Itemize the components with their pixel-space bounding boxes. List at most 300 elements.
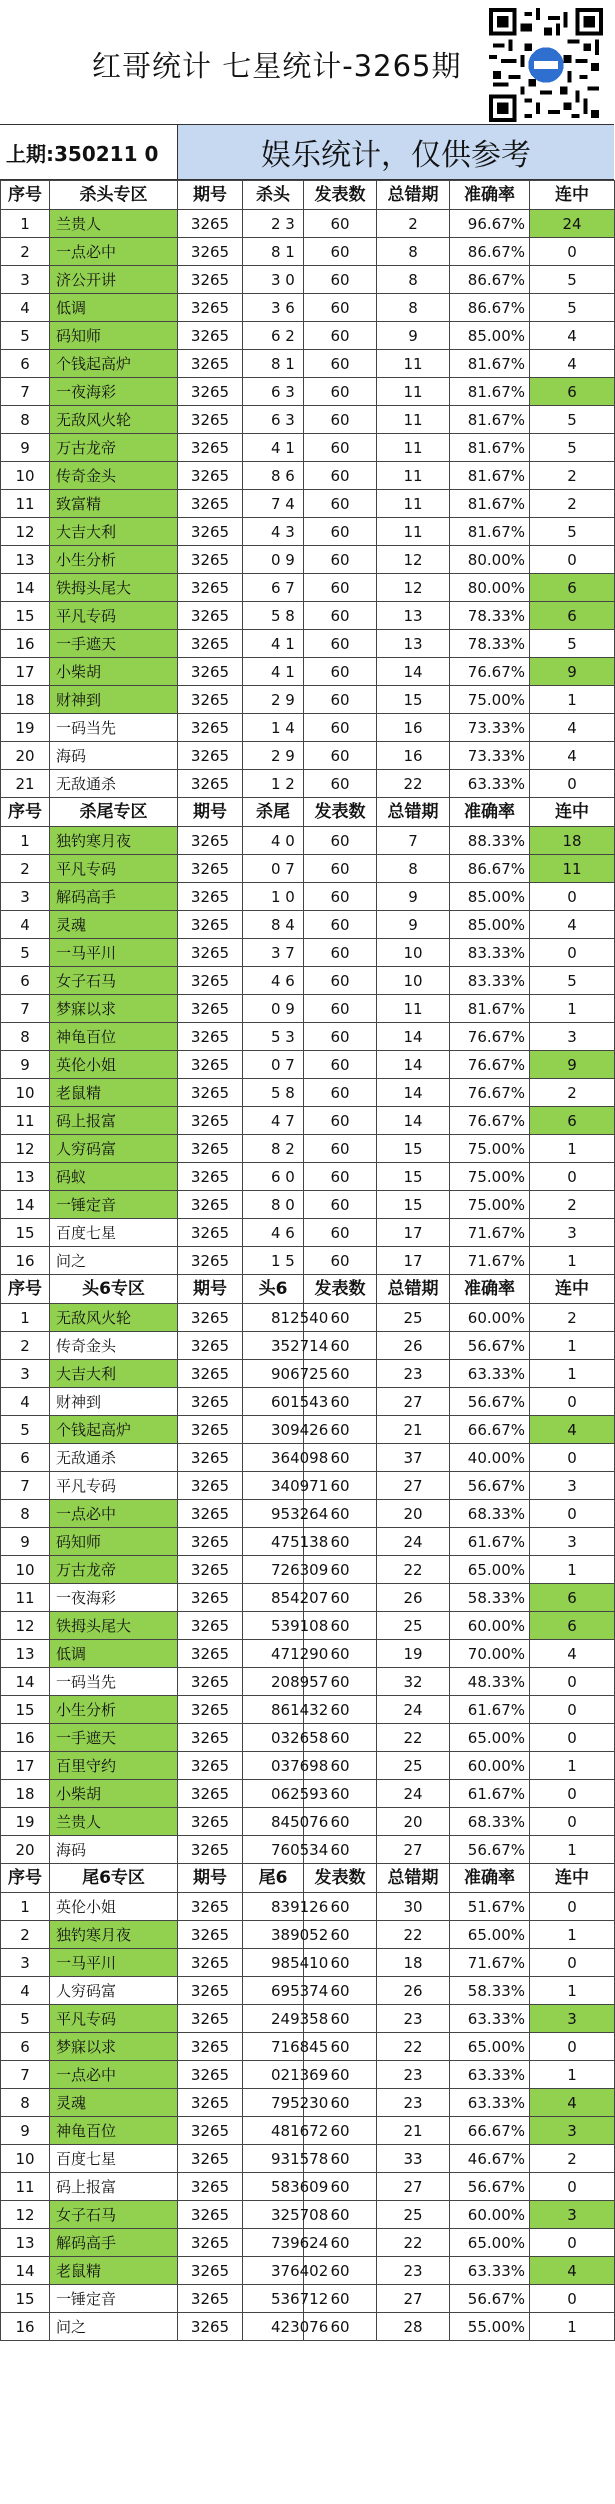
streak: 11 [530,855,615,883]
table-row [1,1191,615,1219]
accuracy: 56.67% [450,1332,530,1360]
streak: 9 [530,658,615,686]
accuracy: 71.67% [450,1219,530,1247]
prediction: 931578 [243,2145,304,2173]
prediction: 4 1 [243,658,304,686]
total-miss: 8 [377,266,450,294]
total-miss: 13 [377,630,450,658]
published-count: 60 [304,1023,377,1051]
total-miss: 8 [377,855,450,883]
row-index: 1 [1,1893,50,1921]
prediction: 309426 [243,1416,304,1444]
issue-number: 3265 [178,1163,243,1191]
predictor-name: 个钱起高炉 [50,1416,178,1444]
total-miss: 28 [377,2313,450,2341]
total-miss: 14 [377,1107,450,1135]
streak: 3 [530,1472,615,1500]
row-index: 17 [1,1752,50,1780]
table-row [1,1808,615,1836]
row-index: 2 [1,1921,50,1949]
issue-number: 3265 [178,770,243,798]
row-index: 8 [1,2089,50,2117]
predictor-name: 大吉大利 [50,1360,178,1388]
header [0,0,614,124]
issue-number: 3265 [178,1696,243,1724]
published-count: 60 [304,2313,377,2341]
issue-number: 3265 [178,2257,243,2285]
issue-number: 3265 [178,995,243,1023]
table-row [1,827,615,855]
issue-number: 3265 [178,1556,243,1584]
total-miss: 11 [377,462,450,490]
total-miss: 16 [377,742,450,770]
row-index: 18 [1,686,50,714]
table-row [1,1584,615,1612]
row-index: 11 [1,1584,50,1612]
predictor-name: 梦寐以求 [50,2033,178,2061]
predictor-name: 一夜海彩 [50,1584,178,1612]
prediction: 953264 [243,1500,304,1528]
table-row [1,2313,615,2341]
table-row [1,294,615,322]
accuracy: 81.67% [450,434,530,462]
predictor-name: 一点必中 [50,238,178,266]
issue-number: 3265 [178,2117,243,2145]
predictor-name: 码知师 [50,322,178,350]
total-miss: 25 [377,1752,450,1780]
issue-number: 3265 [178,1360,243,1388]
total-miss: 22 [377,2033,450,2061]
prediction: 423076 [243,2313,304,2341]
streak: 5 [530,518,615,546]
table-row [1,2229,615,2257]
streak: 0 [530,1780,615,1808]
row-index: 5 [1,939,50,967]
streak: 0 [530,1724,615,1752]
predictor-name: 一马平川 [50,1949,178,1977]
table-row [1,770,615,798]
published-count: 60 [304,1752,377,1780]
row-index: 2 [1,238,50,266]
issue-number: 3265 [178,1444,243,1472]
table-row [1,883,615,911]
prediction: 6 7 [243,574,304,602]
row-index: 8 [1,1500,50,1528]
total-miss: 25 [377,2201,450,2229]
predictor-name: 一码当先 [50,1668,178,1696]
issue-number: 3265 [178,1977,243,2005]
total-miss: 23 [377,1360,450,1388]
prediction: 839126 [243,1893,304,1921]
published-count: 60 [304,742,377,770]
accuracy: 66.67% [450,2117,530,2145]
prediction: 2 3 [243,210,304,238]
published-count: 60 [304,855,377,883]
predictor-name: 一手遮天 [50,630,178,658]
accuracy: 60.00% [450,1304,530,1332]
accuracy: 71.67% [450,1247,530,1275]
total-miss: 15 [377,686,450,714]
issue-number: 3265 [178,1472,243,1500]
published-count: 60 [304,1304,377,1332]
issue-number: 3265 [178,350,243,378]
predictor-name: 财神到 [50,686,178,714]
table-row [1,518,615,546]
predictor-name: 低调 [50,1640,178,1668]
table-row [1,266,615,294]
predictor-name: 传奇金头 [50,1332,178,1360]
table-row [1,322,615,350]
column-header: 准确率 [450,1864,530,1893]
row-index: 16 [1,630,50,658]
row-index: 7 [1,378,50,406]
streak: 0 [530,546,615,574]
predictor-name: 海码 [50,1836,178,1864]
streak: 4 [530,714,615,742]
published-count: 60 [304,1836,377,1864]
prediction: 2 9 [243,742,304,770]
row-index: 5 [1,2005,50,2033]
accuracy: 81.67% [450,490,530,518]
table-row [1,1556,615,1584]
published-count: 60 [304,238,377,266]
published-count: 60 [304,658,377,686]
published-count: 60 [304,1472,377,1500]
issue-number: 3265 [178,1023,243,1051]
published-count: 60 [304,1416,377,1444]
column-header: 期号 [178,181,243,210]
prediction: 0 9 [243,546,304,574]
predictor-name: 一点必中 [50,2061,178,2089]
row-index: 14 [1,1191,50,1219]
streak: 4 [530,742,615,770]
predictor-name: 老鼠精 [50,1079,178,1107]
accuracy: 63.33% [450,1360,530,1388]
accuracy: 71.67% [450,1949,530,1977]
row-index: 12 [1,1135,50,1163]
predictor-name: 万古龙帝 [50,1556,178,1584]
accuracy: 61.67% [450,1528,530,1556]
table-row [1,1135,615,1163]
predictor-name: 一马平川 [50,939,178,967]
streak: 4 [530,1640,615,1668]
table-row [1,1668,615,1696]
column-header: 连中 [530,181,615,210]
table-row [1,1051,615,1079]
streak: 2 [530,1304,615,1332]
issue-number: 3265 [178,1668,243,1696]
issue-number: 3265 [178,1191,243,1219]
prediction: 475138 [243,1528,304,1556]
streak: 2 [530,490,615,518]
streak: 4 [530,2089,615,2117]
published-count: 60 [304,1107,377,1135]
published-count: 60 [304,462,377,490]
total-miss: 7 [377,827,450,855]
total-miss: 27 [377,2173,450,2201]
prediction: 8 1 [243,238,304,266]
published-count: 60 [304,1724,377,1752]
streak: 4 [530,350,615,378]
column-header: 期号 [178,1275,243,1304]
column-header: 期号 [178,1864,243,1893]
table-row [1,1612,615,1640]
published-count: 60 [304,1949,377,1977]
issue-number: 3265 [178,602,243,630]
prediction: 032658 [243,1724,304,1752]
row-index: 8 [1,1023,50,1051]
published-count: 60 [304,995,377,1023]
streak: 0 [530,1444,615,1472]
row-index: 13 [1,1640,50,1668]
accuracy: 65.00% [450,1724,530,1752]
accuracy: 75.00% [450,1163,530,1191]
accuracy: 80.00% [450,574,530,602]
published-count: 60 [304,1808,377,1836]
total-miss: 17 [377,1247,450,1275]
accuracy: 65.00% [450,1556,530,1584]
accuracy: 76.67% [450,1051,530,1079]
total-miss: 8 [377,238,450,266]
prediction: 376402 [243,2257,304,2285]
prediction: 6 3 [243,406,304,434]
published-count: 60 [304,1921,377,1949]
issue-number: 3265 [178,2285,243,2313]
predictor-name: 码蚁 [50,1163,178,1191]
row-index: 13 [1,546,50,574]
total-miss: 22 [377,770,450,798]
issue-number: 3265 [178,658,243,686]
streak: 3 [530,1219,615,1247]
table-row [1,911,615,939]
issue-number: 3265 [178,378,243,406]
accuracy: 58.33% [450,1584,530,1612]
published-count: 60 [304,2145,377,2173]
issue-number: 3265 [178,518,243,546]
accuracy: 88.33% [450,827,530,855]
published-count: 60 [304,518,377,546]
table-row [1,378,615,406]
total-miss: 25 [377,1612,450,1640]
issue-number: 3265 [178,2061,243,2089]
streak: 2 [530,462,615,490]
row-index: 10 [1,1079,50,1107]
streak: 4 [530,1416,615,1444]
column-header: 头6 [243,1275,304,1304]
prediction: 0 7 [243,1051,304,1079]
prediction: 726309 [243,1556,304,1584]
published-count: 60 [304,210,377,238]
published-count: 60 [304,1332,377,1360]
row-index: 9 [1,2117,50,2145]
section-header-kill-tail [1,798,615,827]
published-count: 60 [304,378,377,406]
table-row [1,1304,615,1332]
total-miss: 11 [377,995,450,1023]
row-index: 21 [1,770,50,798]
row-index: 10 [1,1556,50,1584]
streak: 3 [530,2201,615,2229]
accuracy: 76.67% [450,1023,530,1051]
issue-number: 3265 [178,939,243,967]
total-miss: 37 [377,1444,450,1472]
streak: 0 [530,1696,615,1724]
predictor-name: 码上报富 [50,1107,178,1135]
accuracy: 61.67% [450,1696,530,1724]
streak: 6 [530,602,615,630]
predictor-name: 平凡专码 [50,855,178,883]
streak: 2 [530,2145,615,2173]
streak: 1 [530,1135,615,1163]
table-row [1,1163,615,1191]
total-miss: 9 [377,911,450,939]
published-count: 60 [304,967,377,995]
issue-number: 3265 [178,2313,243,2341]
issue-number: 3265 [178,827,243,855]
table-row [1,462,615,490]
predictor-name: 无敌通杀 [50,1444,178,1472]
column-header: 总错期 [377,181,450,210]
row-index: 7 [1,2061,50,2089]
accuracy: 56.67% [450,2285,530,2313]
streak: 0 [530,1949,615,1977]
total-miss: 9 [377,883,450,911]
accuracy: 76.67% [450,1107,530,1135]
accuracy: 40.00% [450,1444,530,1472]
prediction: 352714 [243,1332,304,1360]
predictor-name: 小柴胡 [50,1780,178,1808]
total-miss: 24 [377,1696,450,1724]
streak: 5 [530,434,615,462]
streak: 0 [530,2285,615,2313]
prediction: 861432 [243,1696,304,1724]
column-header: 期号 [178,798,243,827]
accuracy: 85.00% [450,883,530,911]
prediction: 1 5 [243,1247,304,1275]
predictor-name: 铁拇头尾大 [50,574,178,602]
accuracy: 81.67% [450,406,530,434]
predictor-name: 女子石马 [50,967,178,995]
prediction: 364098 [243,1444,304,1472]
table-row [1,2117,615,2145]
total-miss: 14 [377,1079,450,1107]
prediction: 8 6 [243,462,304,490]
prediction: 0 7 [243,855,304,883]
total-miss: 27 [377,1836,450,1864]
table-row [1,434,615,462]
table-row [1,630,615,658]
issue-number: 3265 [178,911,243,939]
prediction: 8 2 [243,1135,304,1163]
accuracy: 65.00% [450,1921,530,1949]
prediction: 536712 [243,2285,304,2313]
table-row [1,2061,615,2089]
predictor-name: 码上报富 [50,2173,178,2201]
total-miss: 15 [377,1191,450,1219]
row-index: 1 [1,827,50,855]
predictor-name: 一点必中 [50,1500,178,1528]
row-index: 19 [1,714,50,742]
row-index: 18 [1,1780,50,1808]
prediction: 1 0 [243,883,304,911]
issue-number: 3265 [178,1247,243,1275]
prediction: 539108 [243,1612,304,1640]
accuracy: 63.33% [450,2061,530,2089]
row-index: 1 [1,1304,50,1332]
prediction: 4 6 [243,1219,304,1247]
accuracy: 73.33% [450,742,530,770]
predictor-name: 小柴胡 [50,658,178,686]
row-index: 6 [1,350,50,378]
row-index: 16 [1,1247,50,1275]
table-row [1,1107,615,1135]
total-miss: 23 [377,2005,450,2033]
predictor-name: 兰贵人 [50,1808,178,1836]
table-row [1,967,615,995]
accuracy: 76.67% [450,658,530,686]
streak: 6 [530,1584,615,1612]
row-index: 14 [1,2257,50,2285]
predictor-name: 百度七星 [50,2145,178,2173]
row-index: 3 [1,266,50,294]
predictor-name: 神龟百位 [50,2117,178,2145]
total-miss: 25 [377,1304,450,1332]
predictor-name: 传奇金头 [50,462,178,490]
qr-code-icon[interactable] [488,8,604,122]
table-row [1,1893,615,1921]
total-miss: 18 [377,1949,450,1977]
total-miss: 33 [377,2145,450,2173]
table-row [1,1247,615,1275]
prediction: 249358 [243,2005,304,2033]
prediction: 021369 [243,2061,304,2089]
row-index: 11 [1,2173,50,2201]
streak: 0 [530,770,615,798]
prediction: 739624 [243,2229,304,2257]
issue-number: 3265 [178,294,243,322]
column-header: 连中 [530,1275,615,1304]
accuracy: 81.67% [450,995,530,1023]
published-count: 60 [304,1668,377,1696]
published-count: 60 [304,266,377,294]
accuracy: 70.00% [450,1640,530,1668]
total-miss: 22 [377,1556,450,1584]
prediction: 2 9 [243,686,304,714]
column-header: 序号 [1,798,50,827]
prediction: 3 6 [243,294,304,322]
table-row [1,1360,615,1388]
table-row [1,855,615,883]
row-index: 2 [1,1332,50,1360]
issue-number: 3265 [178,546,243,574]
prediction: 471290 [243,1640,304,1668]
published-count: 60 [304,2033,377,2061]
streak: 0 [530,1163,615,1191]
column-header: 总错期 [377,1864,450,1893]
predictor-name: 致富精 [50,490,178,518]
issue-number: 3265 [178,462,243,490]
column-header: 序号 [1,1864,50,1893]
row-index: 4 [1,1977,50,2005]
table-row [1,210,615,238]
table-row [1,238,615,266]
published-count: 60 [304,2229,377,2257]
row-index: 3 [1,1949,50,1977]
published-count: 60 [304,350,377,378]
table-row [1,602,615,630]
total-miss: 2 [377,210,450,238]
accuracy: 63.33% [450,2089,530,2117]
